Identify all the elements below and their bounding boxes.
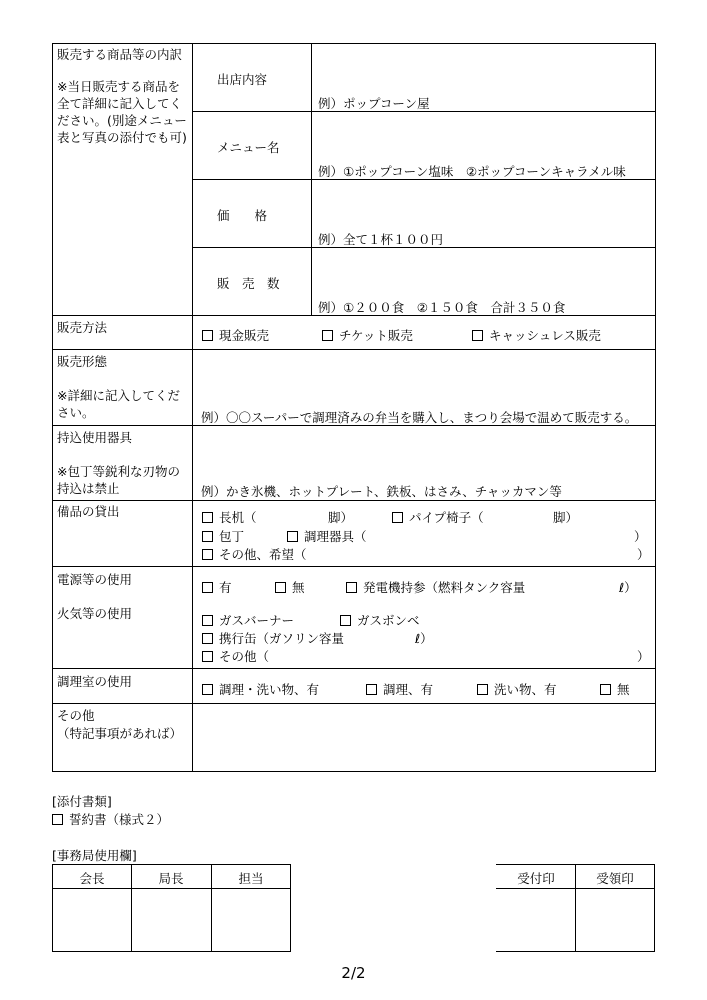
checkbox-icon[interactable] bbox=[202, 615, 213, 626]
sales-form-label: 販売形態 bbox=[57, 354, 108, 369]
checkbox-icon[interactable] bbox=[202, 582, 213, 593]
attachment-pledge[interactable] bbox=[52, 810, 169, 828]
checkbox-icon[interactable] bbox=[322, 330, 333, 341]
checkbox-icon[interactable] bbox=[477, 684, 488, 695]
other-input-area[interactable] bbox=[196, 707, 652, 767]
checkbox-icon[interactable] bbox=[392, 512, 403, 523]
office-col-receipt-stamp: 受付印 bbox=[517, 871, 555, 886]
rental-desk[interactable] bbox=[202, 508, 257, 526]
fire-other-close: ） bbox=[637, 649, 650, 664]
fire-canister-unit: ℓ） bbox=[415, 631, 433, 646]
power-label: 電源等の使用 bbox=[57, 572, 133, 587]
row-label-menu-name: メニュー名 bbox=[217, 140, 280, 155]
kitchen-wash[interactable] bbox=[477, 680, 557, 698]
sales-method-ticket[interactable] bbox=[322, 326, 413, 344]
table-border-top bbox=[52, 43, 656, 44]
example-price: 例）全て１杯１００円 bbox=[318, 232, 444, 247]
checkbox-icon[interactable] bbox=[202, 651, 213, 662]
office-line bbox=[52, 864, 291, 865]
rental-desk-unit: 脚） bbox=[328, 510, 354, 525]
checkbox-icon[interactable] bbox=[52, 814, 63, 825]
kitchen-cook[interactable] bbox=[366, 680, 433, 698]
row-label-price-text: 価 格 bbox=[217, 208, 268, 223]
power-generator-unit: ℓ） bbox=[619, 580, 637, 595]
option-label: 現金販売 bbox=[219, 328, 270, 343]
item-breakdown-note: ※当日販売する商品を全て詳細に記入してください。(別途メニュー表と写真の添付でも可) bbox=[57, 79, 187, 145]
kitchen-none[interactable] bbox=[600, 680, 630, 698]
checkbox-icon[interactable] bbox=[202, 512, 213, 523]
option-label: 調理器具（ bbox=[304, 529, 367, 544]
sales-method-cashless[interactable] bbox=[472, 326, 601, 344]
item-breakdown-label bbox=[57, 46, 191, 146]
office-heading: [事務局使用欄] bbox=[52, 848, 137, 863]
checkbox-icon[interactable] bbox=[287, 531, 298, 542]
sales-form-note: ※詳細に記入してください。 bbox=[57, 388, 180, 420]
rental-chair[interactable] bbox=[392, 508, 484, 526]
option-label: チケット販売 bbox=[339, 328, 413, 343]
row-label-price bbox=[217, 206, 287, 224]
rental-cookware-close: ） bbox=[634, 529, 647, 544]
option-label: 無 bbox=[292, 580, 305, 595]
office-col-staff: 担当 bbox=[238, 871, 264, 886]
checkbox-icon[interactable] bbox=[346, 582, 357, 593]
fire-label: 火気等の使用 bbox=[57, 606, 133, 621]
checkbox-icon[interactable] bbox=[202, 531, 213, 542]
checkbox-icon[interactable] bbox=[202, 633, 213, 644]
option-label: 携行缶（ガソリン容量 bbox=[219, 631, 345, 646]
office-line bbox=[52, 951, 291, 952]
page-number: 2/2 bbox=[341, 964, 366, 982]
other-sublabel: （特記事項があれば） bbox=[57, 726, 183, 741]
option-label: 無 bbox=[617, 682, 630, 697]
option-label: その他（ bbox=[219, 649, 270, 664]
example-shop-content: 例）ポップコーン屋 bbox=[318, 96, 430, 111]
fire-other[interactable] bbox=[202, 647, 269, 665]
row-line bbox=[52, 703, 656, 704]
row-line bbox=[52, 566, 656, 567]
rental-label: 備品の貸出 bbox=[57, 504, 120, 519]
option-label: 調理、有 bbox=[383, 682, 434, 697]
option-label: 包丁 bbox=[219, 529, 245, 544]
fire-cylinder[interactable] bbox=[340, 611, 420, 629]
office-col-director: 局長 bbox=[158, 871, 184, 886]
kitchen-label: 調理室の使用 bbox=[57, 674, 133, 689]
power-generator[interactable] bbox=[346, 578, 525, 596]
example-sales-count: 例）①２００食 ②１５０食 合計３５０食 bbox=[318, 300, 566, 315]
checkbox-icon[interactable] bbox=[202, 549, 213, 560]
equipment-label: 持込使用器具 bbox=[57, 430, 133, 445]
option-label: 洗い物、有 bbox=[494, 682, 557, 697]
option-label: パイプ椅子（ bbox=[409, 510, 484, 525]
office-col-received-stamp: 受領印 bbox=[596, 871, 634, 886]
option-label: キャッシュレス販売 bbox=[489, 328, 601, 343]
row-line bbox=[52, 500, 656, 501]
fire-burner[interactable] bbox=[202, 611, 294, 629]
checkbox-icon[interactable] bbox=[472, 330, 483, 341]
table-border-bottom bbox=[52, 771, 656, 772]
table-border-right bbox=[655, 43, 656, 772]
option-label: 有 bbox=[219, 580, 232, 595]
fire-canister[interactable] bbox=[202, 629, 344, 647]
option-label: ガスバーナー bbox=[219, 613, 295, 628]
checkbox-icon[interactable] bbox=[202, 684, 213, 695]
row-label-sales-count: 販 売 数 bbox=[217, 276, 280, 291]
power-no[interactable] bbox=[275, 578, 305, 596]
option-label: その他、希望（ bbox=[219, 547, 307, 562]
sales-method-label: 販売方法 bbox=[57, 320, 108, 335]
checkbox-icon[interactable] bbox=[600, 684, 611, 695]
attachments-heading: [添付書類] bbox=[52, 794, 112, 809]
row-line bbox=[52, 349, 656, 350]
sales-method-cash[interactable] bbox=[202, 326, 269, 344]
checkbox-icon[interactable] bbox=[366, 684, 377, 695]
power-yes[interactable] bbox=[202, 578, 232, 596]
option-label: 誓約書（様式２） bbox=[69, 812, 170, 827]
office-col-chairman: 会長 bbox=[79, 871, 105, 886]
office-line bbox=[52, 888, 291, 889]
option-label: 長机（ bbox=[219, 510, 257, 525]
checkbox-icon[interactable] bbox=[340, 615, 351, 626]
example-menu-name: 例）①ポップコーン塩味 ②ポップコーンキャラメル味 bbox=[318, 164, 626, 179]
rental-cookware[interactable] bbox=[287, 527, 367, 545]
sales-form-example: 例）〇〇スーパーで調理済みの弁当を購入し、まつり会場で温めて販売する。 bbox=[201, 410, 638, 425]
rental-other[interactable] bbox=[202, 545, 307, 563]
other-label: その他 bbox=[57, 708, 95, 723]
table-border-left bbox=[52, 43, 53, 772]
checkbox-icon[interactable] bbox=[275, 582, 286, 593]
column-divider bbox=[192, 43, 193, 772]
equipment-note: ※包丁等鋭利な刃物の持込は禁止 bbox=[57, 464, 180, 496]
item-breakdown-title: 販売する商品等の内訳 bbox=[57, 47, 183, 62]
row-line bbox=[52, 668, 656, 669]
rental-knife[interactable] bbox=[202, 527, 244, 545]
option-label: ガスボンベ bbox=[357, 613, 420, 628]
row-label-shop-content: 出店内容 bbox=[217, 72, 268, 87]
kitchen-cook-wash[interactable] bbox=[202, 680, 319, 698]
rental-other-close: ） bbox=[637, 547, 650, 562]
checkbox-icon[interactable] bbox=[202, 330, 213, 341]
option-label: 発電機持参（燃料タンク容量 bbox=[363, 580, 526, 595]
option-label: 調理・洗い物、有 bbox=[219, 682, 320, 697]
rental-chair-unit: 脚） bbox=[553, 510, 579, 525]
equipment-example: 例）かき氷機、ホットプレート、鉄板、はさみ、チャッカマン等 bbox=[201, 484, 562, 499]
